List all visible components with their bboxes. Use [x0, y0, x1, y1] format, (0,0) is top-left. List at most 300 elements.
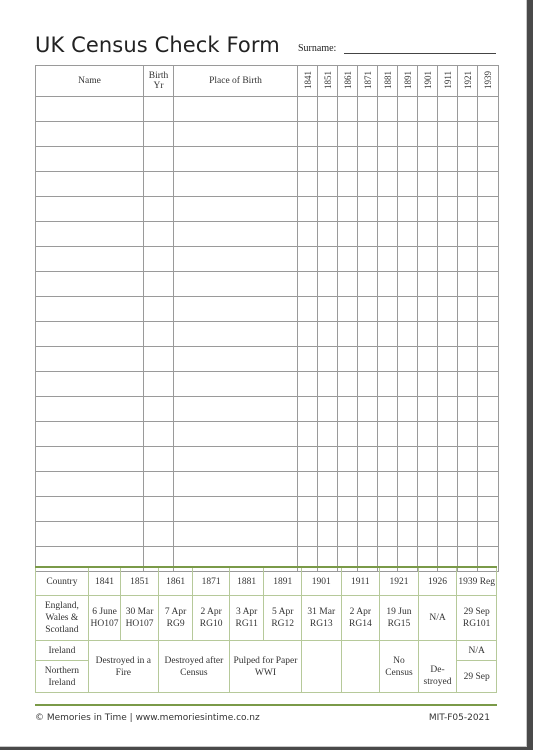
footer-divider: [35, 704, 497, 706]
entry-cell[interactable]: [358, 472, 378, 497]
entry-cell[interactable]: [418, 197, 438, 222]
entry-cell[interactable]: [298, 397, 318, 422]
entry-cell[interactable]: [358, 322, 378, 347]
entry-cell[interactable]: [438, 322, 458, 347]
table-row: [36, 372, 499, 397]
entry-cell[interactable]: [478, 422, 499, 447]
footer-form-code: MIT-F05-2021: [428, 713, 490, 723]
ref-header-1911: 1911: [341, 567, 380, 596]
entry-cell[interactable]: [144, 372, 174, 397]
entry-cell[interactable]: [458, 422, 478, 447]
entry-cell[interactable]: [398, 347, 418, 372]
entry-cell[interactable]: [398, 447, 418, 472]
entry-cell[interactable]: [338, 222, 358, 247]
entry-cell[interactable]: [438, 122, 458, 147]
ref-england-1911: 2 Apr RG14: [341, 596, 380, 641]
entry-cell[interactable]: [478, 97, 499, 122]
entry-cell[interactable]: [358, 97, 378, 122]
entry-cell[interactable]: [358, 122, 378, 147]
entry-cell[interactable]: [458, 247, 478, 272]
entry-cell[interactable]: [318, 522, 338, 547]
entry-cell[interactable]: [438, 447, 458, 472]
entry-cell[interactable]: [36, 197, 144, 222]
entry-cell[interactable]: [174, 97, 298, 122]
entry-cell[interactable]: [174, 347, 298, 372]
entry-cell[interactable]: [378, 247, 398, 272]
entry-cell[interactable]: [318, 447, 338, 472]
entry-cell[interactable]: [144, 522, 174, 547]
header-year-1901: 1901: [418, 66, 438, 97]
entry-cell[interactable]: [378, 97, 398, 122]
entry-cell[interactable]: [398, 522, 418, 547]
entry-cell[interactable]: [318, 247, 338, 272]
entry-cell[interactable]: [338, 522, 358, 547]
entry-cell[interactable]: [458, 97, 478, 122]
ref-pulped-wwi: Pulped for Paper WWI: [229, 641, 301, 693]
entry-cell[interactable]: [438, 97, 458, 122]
entry-cell[interactable]: [318, 297, 338, 322]
entry-cell[interactable]: [358, 372, 378, 397]
table-row: [36, 522, 499, 547]
entry-cell[interactable]: [398, 147, 418, 172]
entry-cell[interactable]: [298, 522, 318, 547]
entry-cell[interactable]: [378, 147, 398, 172]
entry-cell[interactable]: [174, 272, 298, 297]
entry-cell[interactable]: [438, 172, 458, 197]
reference-header-row: [36, 567, 497, 596]
header-year-1921: 1921: [458, 66, 478, 97]
entry-cell[interactable]: [36, 222, 144, 247]
entry-cell[interactable]: [174, 372, 298, 397]
entry-cell[interactable]: [418, 372, 438, 397]
entry-cell[interactable]: [418, 222, 438, 247]
entry-cell[interactable]: [358, 397, 378, 422]
entry-cell[interactable]: [378, 372, 398, 397]
entry-cell[interactable]: [338, 297, 358, 322]
header-year-1861: 1861: [338, 66, 358, 97]
entry-cell[interactable]: [418, 472, 438, 497]
ref-england-1901: 31 Mar RG13: [301, 596, 341, 641]
entry-cell[interactable]: [174, 322, 298, 347]
entry-cell[interactable]: [36, 322, 144, 347]
entry-cell[interactable]: [318, 372, 338, 397]
entry-cell[interactable]: [458, 197, 478, 222]
entry-cell[interactable]: [378, 522, 398, 547]
entry-cell[interactable]: [144, 322, 174, 347]
entry-cell[interactable]: [418, 397, 438, 422]
entry-cell[interactable]: [318, 322, 338, 347]
entry-cell[interactable]: [478, 147, 499, 172]
table-row: [36, 347, 499, 372]
entry-cell[interactable]: [478, 472, 499, 497]
entry-cell[interactable]: [378, 347, 398, 372]
entry-cell[interactable]: [398, 297, 418, 322]
entry-cell[interactable]: [378, 122, 398, 147]
entry-cell[interactable]: [338, 322, 358, 347]
entry-cell[interactable]: [458, 272, 478, 297]
entry-cell[interactable]: [318, 197, 338, 222]
entry-cell[interactable]: [438, 472, 458, 497]
entry-cell[interactable]: [298, 472, 318, 497]
entry-cell[interactable]: [398, 497, 418, 522]
entry-cell[interactable]: [458, 297, 478, 322]
entry-cell[interactable]: [174, 397, 298, 422]
entry-cell[interactable]: [398, 422, 418, 447]
entry-cell[interactable]: [298, 97, 318, 122]
ref-header-country: Country: [36, 567, 89, 596]
header-year-1871: 1871: [358, 66, 378, 97]
entry-cell[interactable]: [418, 497, 438, 522]
entry-cell[interactable]: [358, 272, 378, 297]
table-row: [36, 472, 499, 497]
entry-cell[interactable]: [458, 222, 478, 247]
census-check-table: [35, 65, 499, 572]
header-year-1841: 1841: [298, 66, 318, 97]
entry-cell[interactable]: [378, 297, 398, 322]
entry-cell[interactable]: [458, 522, 478, 547]
entry-cell[interactable]: [318, 122, 338, 147]
ref-england-1871: 2 Apr RG10: [193, 596, 230, 641]
ref-england-1881: 3 Apr RG11: [229, 596, 264, 641]
entry-cell[interactable]: [438, 497, 458, 522]
entry-cell[interactable]: [458, 172, 478, 197]
census-reference-table: [35, 566, 497, 693]
entry-cell[interactable]: [36, 97, 144, 122]
header-birth-yr: Birth Yr: [144, 66, 174, 97]
entry-cell[interactable]: [478, 247, 499, 272]
entry-cell[interactable]: [478, 172, 499, 197]
entry-cell[interactable]: [458, 147, 478, 172]
entry-cell[interactable]: [338, 497, 358, 522]
entry-cell[interactable]: [398, 122, 418, 147]
entry-cell[interactable]: [478, 397, 499, 422]
entry-cell[interactable]: [398, 172, 418, 197]
footer-copyright: © Memories in Time | www.memoriesintime.co.nz: [35, 713, 260, 723]
entry-cell[interactable]: [174, 222, 298, 247]
entry-cell[interactable]: [338, 122, 358, 147]
entry-cell[interactable]: [358, 447, 378, 472]
entry-cell[interactable]: [36, 497, 144, 522]
entry-cell[interactable]: [338, 447, 358, 472]
ref-no-census: No Census: [380, 641, 419, 693]
entry-cell[interactable]: [174, 247, 298, 272]
entry-cell[interactable]: [144, 447, 174, 472]
header-year-1881: 1881: [378, 66, 398, 97]
entry-cell[interactable]: [378, 272, 398, 297]
entry-cell[interactable]: [378, 172, 398, 197]
entry-cell[interactable]: [318, 222, 338, 247]
entry-cell[interactable]: [298, 172, 318, 197]
entry-cell[interactable]: [398, 322, 418, 347]
entry-cell[interactable]: [318, 347, 338, 372]
entry-cell[interactable]: [298, 497, 318, 522]
table-row: [36, 422, 499, 447]
entry-cell[interactable]: [418, 522, 438, 547]
table-row: [36, 397, 499, 422]
entry-cell[interactable]: [36, 522, 144, 547]
ref-ireland-1926: [418, 641, 457, 661]
entry-cell[interactable]: [144, 397, 174, 422]
entry-cell[interactable]: [338, 272, 358, 297]
ref-header-1921: 1921: [380, 567, 419, 596]
entry-cell[interactable]: [338, 97, 358, 122]
entry-cell[interactable]: [298, 272, 318, 297]
entry-cell[interactable]: [318, 497, 338, 522]
entry-cell[interactable]: [458, 347, 478, 372]
entry-cell[interactable]: [358, 522, 378, 547]
entry-cell[interactable]: [174, 497, 298, 522]
entry-cell[interactable]: [298, 247, 318, 272]
table-row: [36, 147, 499, 172]
entry-cell[interactable]: [418, 447, 438, 472]
ref-header-1871: 1871: [193, 567, 230, 596]
entry-cell[interactable]: [338, 422, 358, 447]
entry-cell[interactable]: [318, 472, 338, 497]
entry-cell[interactable]: [174, 297, 298, 322]
entry-cell[interactable]: [458, 322, 478, 347]
entry-cell[interactable]: [438, 372, 458, 397]
entry-cell[interactable]: [478, 447, 499, 472]
entry-cell[interactable]: [358, 147, 378, 172]
entry-cell[interactable]: [458, 447, 478, 472]
entry-cell[interactable]: [298, 347, 318, 372]
entry-cell[interactable]: [36, 447, 144, 472]
entry-cell[interactable]: [144, 122, 174, 147]
ref-ni-1911: [341, 661, 380, 693]
entry-cell[interactable]: [338, 347, 358, 372]
table-body: [36, 97, 499, 572]
entry-cell[interactable]: [378, 197, 398, 222]
entry-cell[interactable]: [478, 222, 499, 247]
entry-cell[interactable]: [358, 422, 378, 447]
table-row: [36, 197, 499, 222]
entry-cell[interactable]: [478, 372, 499, 397]
header-year-1891: 1891: [398, 66, 418, 97]
entry-cell[interactable]: [144, 147, 174, 172]
entry-cell[interactable]: [398, 272, 418, 297]
entry-cell[interactable]: [398, 222, 418, 247]
entry-cell[interactable]: [36, 347, 144, 372]
ref-england-1861: 7 Apr RG9: [158, 596, 193, 641]
entry-cell[interactable]: [438, 147, 458, 172]
entry-cell[interactable]: [144, 172, 174, 197]
entry-cell[interactable]: [318, 97, 338, 122]
entry-cell[interactable]: [438, 272, 458, 297]
entry-cell[interactable]: [438, 297, 458, 322]
entry-cell[interactable]: [418, 122, 438, 147]
entry-cell[interactable]: [36, 172, 144, 197]
entry-cell[interactable]: [478, 522, 499, 547]
entry-cell[interactable]: [378, 447, 398, 472]
entry-cell[interactable]: [298, 147, 318, 172]
ref-header-1939: 1939 Reg: [457, 567, 497, 596]
entry-cell[interactable]: [378, 397, 398, 422]
table-row: [36, 172, 499, 197]
entry-cell[interactable]: [36, 372, 144, 397]
entry-cell[interactable]: [478, 122, 499, 147]
entry-cell[interactable]: [298, 447, 318, 472]
entry-cell[interactable]: [378, 422, 398, 447]
entry-cell[interactable]: [338, 147, 358, 172]
entry-cell[interactable]: [298, 372, 318, 397]
entry-cell[interactable]: [418, 97, 438, 122]
entry-cell[interactable]: [174, 172, 298, 197]
ref-destroyed-after-census: Destroyed after Census: [158, 641, 229, 693]
entry-cell[interactable]: [418, 422, 438, 447]
entry-cell[interactable]: [298, 122, 318, 147]
entry-cell[interactable]: [478, 497, 499, 522]
entry-cell[interactable]: [438, 247, 458, 272]
ref-header-1926: 1926: [418, 567, 457, 596]
entry-cell[interactable]: [174, 122, 298, 147]
entry-cell[interactable]: [174, 422, 298, 447]
entry-cell[interactable]: [144, 272, 174, 297]
entry-cell[interactable]: [438, 197, 458, 222]
ref-england-1891: 5 Apr RG12: [264, 596, 302, 641]
header-name: Name: [36, 66, 144, 97]
entry-cell[interactable]: [298, 322, 318, 347]
ref-northern-ireland-label: Northern Ireland: [36, 661, 89, 693]
ref-england-1851: 30 Mar HO107: [121, 596, 159, 641]
entry-cell[interactable]: [418, 297, 438, 322]
reference-row-england: [36, 596, 497, 641]
entry-cell[interactable]: [318, 272, 338, 297]
ref-england-1926: N/A: [418, 596, 457, 641]
header-year-1939: 1939: [478, 66, 499, 97]
entry-cell[interactable]: [298, 197, 318, 222]
entry-cell[interactable]: [144, 97, 174, 122]
entry-cell[interactable]: [358, 247, 378, 272]
entry-cell[interactable]: [298, 222, 318, 247]
entry-cell[interactable]: [338, 372, 358, 397]
entry-cell[interactable]: [318, 422, 338, 447]
ref-ni-1901: [301, 661, 341, 693]
ref-ireland-label: Ireland: [36, 641, 89, 661]
entry-cell[interactable]: [438, 347, 458, 372]
entry-cell[interactable]: [458, 122, 478, 147]
entry-cell[interactable]: [338, 397, 358, 422]
entry-cell[interactable]: [378, 322, 398, 347]
ref-header-1881: 1881: [229, 567, 264, 596]
entry-cell[interactable]: [144, 472, 174, 497]
entry-cell[interactable]: [438, 222, 458, 247]
entry-cell[interactable]: [478, 297, 499, 322]
entry-cell[interactable]: [418, 247, 438, 272]
entry-cell[interactable]: [174, 147, 298, 172]
table-row: [36, 272, 499, 297]
entry-cell[interactable]: [418, 272, 438, 297]
ref-england-1841: 6 June HO107: [88, 596, 120, 641]
entry-cell[interactable]: [398, 472, 418, 497]
entry-cell[interactable]: [478, 347, 499, 372]
ref-england-label: England, Wales & Scotland: [36, 596, 89, 641]
entry-cell[interactable]: [318, 397, 338, 422]
entry-cell[interactable]: [338, 247, 358, 272]
reference-row-ireland: [36, 641, 497, 661]
ref-destroyed-fire: Destroyed in a Fire: [88, 641, 158, 693]
table-header-row: [36, 66, 499, 97]
entry-cell[interactable]: [398, 247, 418, 272]
entry-cell[interactable]: [418, 172, 438, 197]
entry-cell[interactable]: [418, 147, 438, 172]
entry-cell[interactable]: [358, 347, 378, 372]
ref-ireland-1939: N/A: [457, 641, 497, 661]
page-title: UK Census Check Form: [35, 33, 280, 57]
entry-cell[interactable]: [36, 422, 144, 447]
header-place-of-birth: Place of Birth: [174, 66, 298, 97]
entry-cell[interactable]: [358, 497, 378, 522]
entry-cell[interactable]: [398, 97, 418, 122]
surname-label: Surname:: [298, 43, 337, 54]
entry-cell[interactable]: [144, 497, 174, 522]
entry-cell[interactable]: [378, 472, 398, 497]
surname-field-line[interactable]: [344, 53, 496, 54]
entry-cell[interactable]: [478, 272, 499, 297]
entry-cell[interactable]: [398, 397, 418, 422]
entry-cell[interactable]: [378, 497, 398, 522]
entry-cell[interactable]: [438, 522, 458, 547]
entry-cell[interactable]: [478, 322, 499, 347]
entry-cell[interactable]: [358, 197, 378, 222]
entry-cell[interactable]: [144, 247, 174, 272]
entry-cell[interactable]: [418, 347, 438, 372]
entry-cell[interactable]: [298, 297, 318, 322]
entry-cell[interactable]: [338, 197, 358, 222]
entry-cell[interactable]: [36, 272, 144, 297]
entry-cell[interactable]: [358, 297, 378, 322]
entry-cell[interactable]: [36, 122, 144, 147]
entry-cell[interactable]: [438, 397, 458, 422]
entry-cell[interactable]: [174, 197, 298, 222]
entry-cell[interactable]: [318, 172, 338, 197]
entry-cell[interactable]: [144, 197, 174, 222]
entry-cell[interactable]: [398, 372, 418, 397]
ref-destroyed-1926: De- stroyed: [418, 661, 457, 693]
table-row: [36, 297, 499, 322]
entry-cell[interactable]: [36, 472, 144, 497]
entry-cell[interactable]: [144, 297, 174, 322]
entry-cell[interactable]: [144, 347, 174, 372]
entry-cell[interactable]: [174, 522, 298, 547]
entry-cell[interactable]: [458, 372, 478, 397]
entry-cell[interactable]: [338, 472, 358, 497]
entry-cell[interactable]: [478, 197, 499, 222]
entry-cell[interactable]: [438, 422, 458, 447]
entry-cell[interactable]: [298, 422, 318, 447]
entry-cell[interactable]: [318, 147, 338, 172]
entry-cell[interactable]: [358, 222, 378, 247]
ref-header-1841: 1841: [88, 567, 120, 596]
entry-cell[interactable]: [174, 472, 298, 497]
entry-cell[interactable]: [174, 447, 298, 472]
entry-cell[interactable]: [36, 247, 144, 272]
entry-cell[interactable]: [144, 222, 174, 247]
entry-cell[interactable]: [458, 397, 478, 422]
entry-cell[interactable]: [418, 322, 438, 347]
entry-cell[interactable]: [338, 172, 358, 197]
ref-header-1861: 1861: [158, 567, 193, 596]
ref-ireland-1911: [341, 641, 380, 661]
entry-cell[interactable]: [458, 472, 478, 497]
entry-cell[interactable]: [36, 147, 144, 172]
entry-cell[interactable]: [36, 297, 144, 322]
entry-cell[interactable]: [458, 497, 478, 522]
entry-cell[interactable]: [358, 172, 378, 197]
entry-cell[interactable]: [144, 422, 174, 447]
entry-cell[interactable]: [36, 397, 144, 422]
entry-cell[interactable]: [378, 222, 398, 247]
entry-cell[interactable]: [398, 197, 418, 222]
